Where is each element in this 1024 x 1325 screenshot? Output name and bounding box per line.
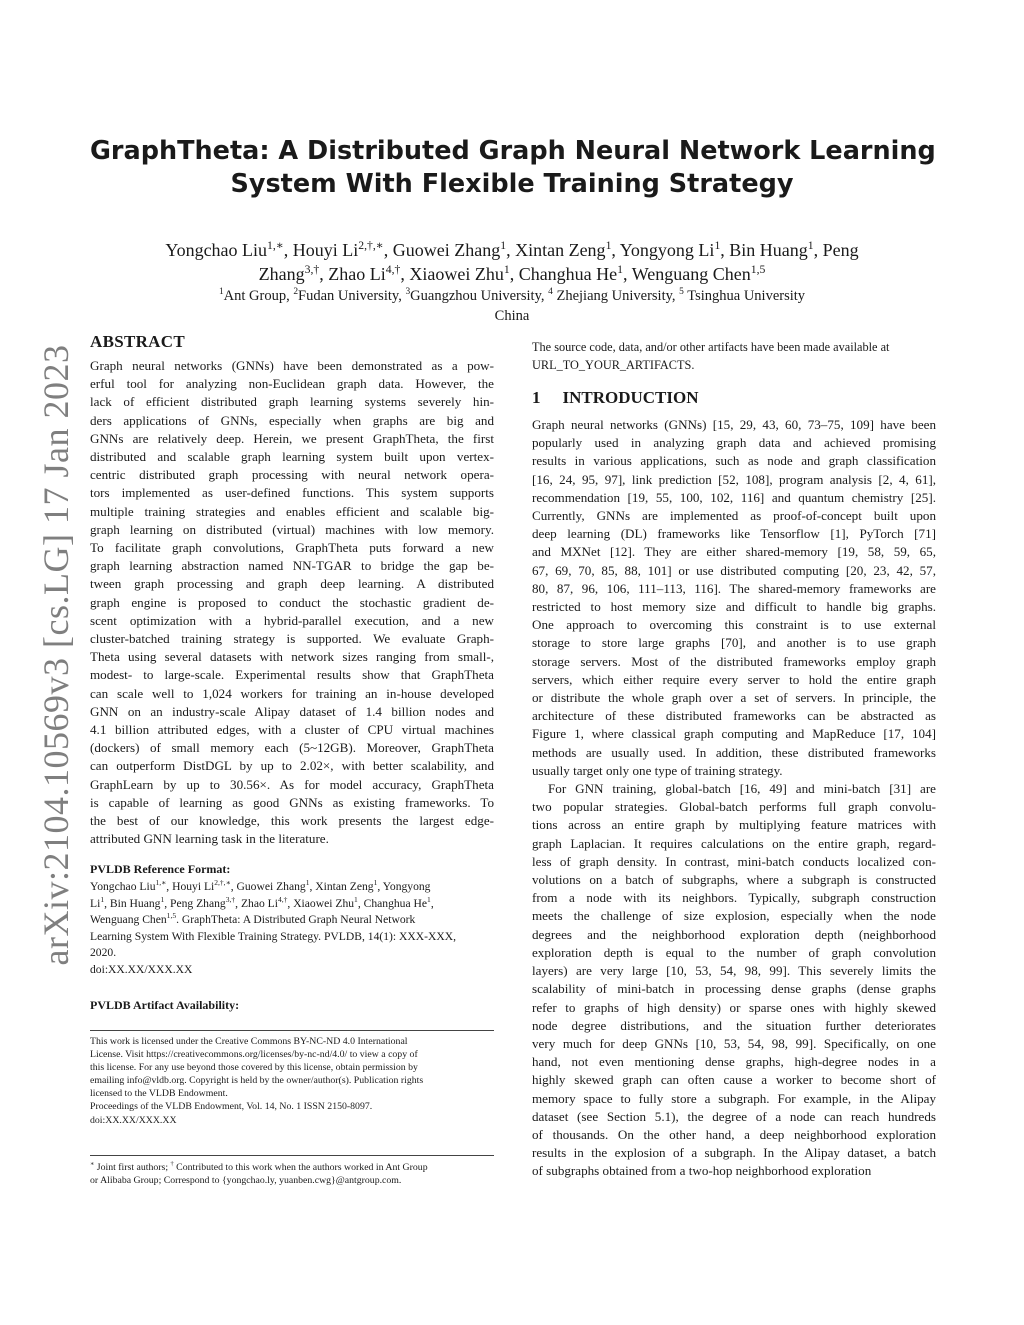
text-line: licensed to the VLDB Endowment. bbox=[90, 1088, 228, 1100]
text-line: Currently, GNNs are implemented as proof-of-concept built upon bbox=[532, 508, 936, 524]
text-line: popularly used in analyzing graph data and achieved promising bbox=[532, 435, 936, 451]
text-line: can scale well to 1,024 workers for training an in-house developed bbox=[90, 685, 494, 701]
text-line: dataset (see Section 5.1), the degree of a node can reach hundreds bbox=[532, 1108, 936, 1124]
text-line: the best of our knowledge, this work presents the largest edge- bbox=[90, 813, 494, 829]
text-line: graph learning abstraction named NN-TGAR to bridge the gap be- bbox=[90, 558, 494, 574]
text-line: tors implemented as user-defined functions. This system supports bbox=[90, 485, 494, 501]
text-line: Graph neural networks (GNNs) [15, 29, 43, 60, 73–75, 109] have been bbox=[532, 417, 936, 432]
text-line: 4.1 billion attributed edges, with a cluster of CPU virtual machines bbox=[90, 722, 494, 738]
text-line: very much for deep GNNs [10, 53, 54, 98, 99]. Specifically, on one bbox=[532, 1035, 936, 1051]
text-line: servers, which either require every server to hold the entire graph bbox=[532, 671, 936, 687]
text-line: node degree distributions, and the situation further deteriorates bbox=[532, 1017, 936, 1033]
artifact-availability-heading: PVLDB Artifact Availability: bbox=[90, 998, 240, 1013]
text-line: URL_TO_YOUR_ARTIFACTS. bbox=[532, 358, 695, 372]
text-line: GraphLearn by up to 30.56×. As for model accuracy, GraphTheta bbox=[90, 776, 494, 792]
text-line: can outperform DistDGL by up to 2.02×, with better scalability, and bbox=[90, 758, 494, 774]
text-line: results in various applications, such as node and graph classification bbox=[532, 453, 936, 469]
text-line: tween graph processing and graph deep learning. A distributed bbox=[90, 576, 494, 592]
abstract-heading: ABSTRACT bbox=[90, 332, 185, 351]
text-line: methods are usually used. In addition, these distributed frameworks bbox=[532, 744, 936, 760]
affiliations bbox=[90, 286, 934, 326]
text-line: graph learning on distributed (virtual) machines with low memory. bbox=[90, 521, 494, 537]
text-line: of subgraphs obtained from a two-hop neighborhood exploration bbox=[532, 1163, 872, 1179]
artifact-url-text bbox=[532, 338, 936, 374]
text-line: cluster-batched training strategy is supported. We evaluate Graph- bbox=[90, 631, 494, 647]
text-line: recommendation [19, 55, 100, 102, 116] and quantum chemistry [25]. bbox=[532, 489, 936, 505]
text-line: multiple training strategies and enables efficient and scalable big- bbox=[90, 503, 494, 519]
text-line: from a node with its neighbors. Typically, subgraph construction bbox=[532, 890, 936, 906]
text-line: refer to graphs of high density) or sparse ones with highly skewed bbox=[532, 999, 936, 1015]
text-line: graph Laplacian. It requires calculations on the entire graph, regard- bbox=[532, 835, 936, 851]
reference-format-body: Yongchao Liu$^{1,∗}$, Houyi $Li^{2,\dagger,∗}$, Guowei Zhang$^1$, Xintan Zeng$^1$, Yongyong Li$^1$, Bin Huang$^1$, Peng Zhang$^{3,\dagger}$, Zhao $Li^{4,\dagger}$, Xiaowei Zhu$^1$, Changhua He$^1$, Wenguang Chen$^{1,5}$. GraphTheta: A Distributed Graph Neural Network Learning System With Flexible Training Strategy. PVLDB, 14(1): XXX-XXX, 2020. doi:XX.XX/XXX.XX bbox=[90, 878, 457, 976]
text-line: restricted to host memory size and difficult to handle big graphs. bbox=[532, 599, 936, 615]
text-line: emailing info@vldb.org. Copyright is held by the owner/author(s). Publication rights bbox=[90, 1075, 424, 1087]
author-list bbox=[90, 238, 934, 286]
text-line: graph engine is proposed to conduct the stochastic gradient de- bbox=[90, 594, 494, 610]
text-line: exploration depth is equal to the number of graph convolution bbox=[532, 944, 936, 960]
text-line: of thousands. On the other hand, a deep neighborhood exploration bbox=[532, 1126, 936, 1142]
text-line: meets the challenge of size explosion, especially when the node bbox=[532, 908, 936, 924]
text-line: ders applications of GNNs, especially when graphs are big and bbox=[90, 412, 494, 428]
text-line: (dockers) of small memory each (5~12GB). Moreover, GraphTheta bbox=[90, 740, 494, 756]
text-line: storage servers. Most of the distributed frameworks employ graph bbox=[532, 653, 936, 669]
text-line: layers) are very large [10, 53, 54, 98, 99]. This severely limits the bbox=[532, 963, 936, 979]
text-line: Theta using several datasets with network sizes ranging from small-, bbox=[90, 649, 494, 665]
affiliation-line: $^1$Ant Group, $^2$Fudan University, $^3$Guangzhou University, $^4$ Zhejiang University, $^5$ Tsinghua University bbox=[218, 287, 806, 304]
author-line-1: Yongchao Liu$^{1,∗}$, Houyi $Li^{2,\dagger,∗}$, Guowei Zhang$^1$, Xintan Zeng$^1$, Yongyong Li$^1$, Bin Huang$^1$, Peng bbox=[165, 239, 859, 260]
text-line: For GNN training, global-batch [16, 49] and mini-batch [31] are bbox=[548, 781, 936, 797]
text-line: hand, not even mentioning dense graphs, high-degree nodes in a bbox=[532, 1054, 936, 1070]
text-line: One approach to overcoming this constraint is to use external bbox=[532, 617, 936, 633]
reference-format-heading: PVLDB Reference Format: bbox=[90, 862, 231, 877]
text-line: architecture of these distributed frameworks can be abstracted as bbox=[532, 708, 936, 724]
author-line-2: Zhang$^{3,\dagger}$, Zhao $Li^{4,\dagger}$, Xiaowei Zhu$^1$, Changhua He$^1$, Wenguang Chen$^{1,5}$ bbox=[258, 263, 766, 284]
text-line: or distribute the whole graph over a set of servers. In principle, the bbox=[532, 690, 936, 706]
text-line: To facilitate graph convolutions, GraphTheta puts forward a new bbox=[90, 540, 494, 556]
text-line: highly skewed graph can often cause a worker to become short of bbox=[532, 1072, 936, 1088]
text-line: and MXNet [12]. They are either shared-memory [19, 58, 59, 65, bbox=[532, 544, 936, 560]
text-line: memory space to fully store a subgraph. For example, in the Alipay bbox=[532, 1090, 936, 1106]
text-line: this license. For any use beyond those covered by this license, obtain permission by bbox=[90, 1062, 418, 1074]
title-line-1: GraphTheta: A Distributed Graph Neural Network Learning bbox=[90, 136, 936, 166]
text-line: License. Visit https://creativecommons.org/licenses/by-nc-nd/4.0/ to view a copy of bbox=[90, 1049, 418, 1061]
footnote: ∗ Joint first authors; † Contributed to this work when the authors worked in Ant Group or Alibaba Group; Correspond to {yongchao.ly, yuanben.cwg}@antgroup.com. bbox=[90, 1155, 494, 1187]
text-line: degrees and the neighborhood exploration depth (neighborhood bbox=[532, 926, 936, 942]
text-line: attributed GNN learning task in the literature. bbox=[90, 831, 329, 847]
title-line-2: System With Flexible Training Strategy bbox=[230, 169, 794, 199]
text-line: scent optimization with a hybrid-parallel execution, and a new bbox=[90, 612, 494, 628]
text-line: modest- to large-scale. Experimental results show that GraphTheta bbox=[90, 667, 494, 683]
affiliation-country: China bbox=[494, 308, 530, 324]
text-line: deep learning (DL) frameworks like Tensorflow [1], PyTorch [71] bbox=[532, 526, 936, 542]
intro-paragraph-1 bbox=[532, 416, 936, 780]
text-line: centric distributed graph processing with neural network opera- bbox=[90, 467, 494, 483]
text-line: two popular strategies. Global-batch performs full graph convolu- bbox=[532, 799, 936, 815]
text-line: doi:XX.XX/XXX.XX bbox=[90, 1114, 177, 1126]
text-line: results in the explosion of a subgraph. In the Alipay dataset, a batch bbox=[532, 1145, 936, 1161]
text-line: Proceedings of the VLDB Endowment, Vol. 14, No. 1 ISSN 2150-8097. bbox=[90, 1101, 373, 1113]
right-column bbox=[532, 338, 936, 1181]
text-line: tions across an entire graph by multiplying feature matrices with bbox=[532, 817, 936, 833]
text-line: The source code, data, and/or other artifacts have been made available at bbox=[532, 340, 890, 354]
text-line: erful tool for analyzing non-Euclidean graph data. However, the bbox=[90, 376, 494, 392]
text-line: is capable of learning as good GNNs as existing frameworks. To bbox=[90, 794, 494, 810]
license-notice bbox=[90, 1030, 494, 1127]
introduction-heading: 1 INTRODUCTION bbox=[532, 388, 699, 407]
paper-title bbox=[90, 135, 934, 201]
text-line: Graph neural networks (GNNs) have been demonstrated as a pow- bbox=[90, 358, 494, 373]
left-column bbox=[90, 332, 494, 1015]
text-line: This work is licensed under the Creative Commons BY-NC-ND 4.0 International bbox=[90, 1036, 408, 1047]
text-line: usually target only one type of training strategy. bbox=[532, 762, 783, 778]
text-line: GNNs are relatively deep. Herein, we present GraphTheta, the first bbox=[90, 430, 494, 446]
text-line: [16, 24, 95, 97], link prediction [52, 108], program analysis [2, 4, 61], bbox=[532, 471, 936, 487]
text-line: Figure 1, where classical graph computing and MapReduce [17, 104] bbox=[532, 726, 936, 742]
arxiv-side-stamp: arXiv:2104.10569v3 [cs.LG] 17 Jan 2023 bbox=[36, 344, 76, 966]
text-line: 67, 69, 70, 85, 88, 101] or use distributed computing [20, 23, 42, 57, bbox=[532, 562, 936, 578]
text-line: less of graph density. In contrast, mini-batch conducts localized con- bbox=[532, 853, 936, 869]
text-line: lack of efficient distributed graph learning systems severely hin- bbox=[90, 394, 494, 410]
text-line: distributed and scalable graph learning system built upon vertex- bbox=[90, 449, 494, 465]
intro-paragraph-2 bbox=[532, 780, 936, 1180]
text-line: scalability of mini-batch in processing dense graphs (dense graphs bbox=[532, 981, 936, 997]
text-line: GNN on an industry-scale Alipay dataset of 1.4 billion nodes and bbox=[90, 703, 494, 719]
text-line: storage to store large graphs [70], and another is to use graph bbox=[532, 635, 936, 651]
abstract-body bbox=[90, 357, 494, 848]
text-line: 80, 87, 96, 106, 111–113, 116]. The shared-memory frameworks are bbox=[532, 580, 936, 596]
text-line: volutions on a batch of subgraphs, where a subgraph is constructed bbox=[532, 872, 936, 888]
